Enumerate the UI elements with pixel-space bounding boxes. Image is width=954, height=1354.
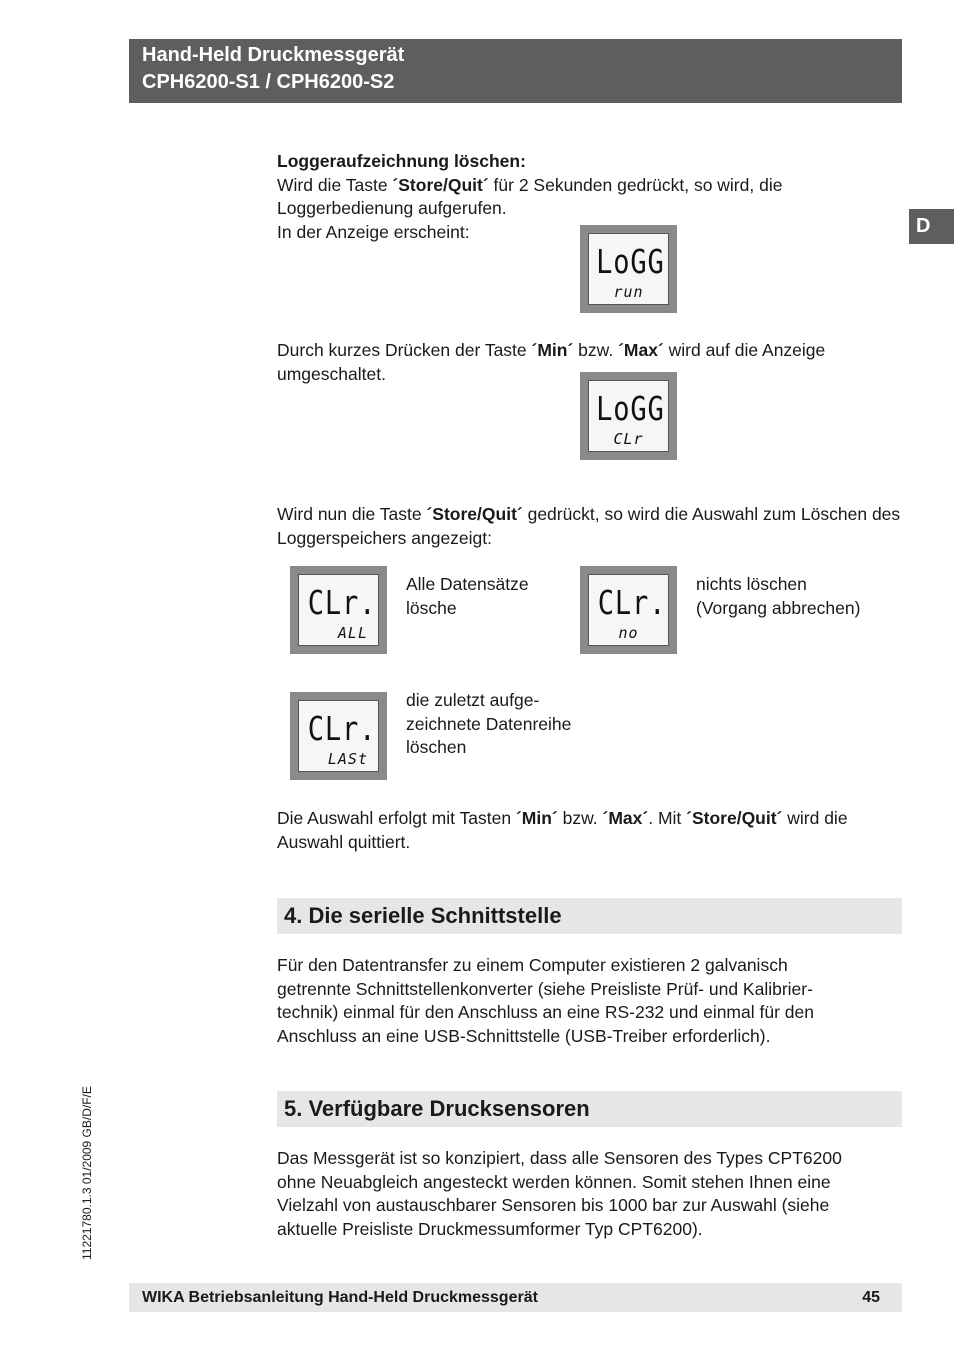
lcd-display-logg-clr: [580, 372, 677, 460]
lcd-main-text: CLr.: [307, 583, 377, 622]
serial-interface-paragraph: Für den Datentransfer zu einem Computer existieren 2 galvanisch getrennte Schnittstellenkonverter (siehe Preisliste Prüf- und Kalibrier- technik) einmal für den Anschluss an eine RS-232 und einmal für den Anschluss an eine USB-Schnittstelle (USB-Treiber erforderlich).: [277, 955, 814, 1046]
store-quit-paragraph: Wird nun die Taste ´Store/Quit´ gedrückt, so wird die Auswahl zum Löschen des Loggerspeichers angezeigt:: [277, 504, 901, 548]
lcd-main-text: CLr.: [597, 583, 667, 622]
header-model: CPH6200-S1 / CPH6200-S2: [142, 71, 395, 93]
caption-no: nichts löschen (Vorgang abbrechen): [696, 574, 861, 618]
page-number: 45: [862, 1289, 880, 1306]
lcd-display-clr-all: [290, 566, 387, 654]
language-tab[interactable]: D: [909, 209, 954, 244]
min-max-paragraph: Durch kurzes Drücken der Taste ´Min´ bzw. ´Max´ wird auf die Anzeige umgeschaltet.: [277, 340, 826, 384]
lcd-display-clr-last: [290, 692, 387, 780]
document-code: 11221780.1.3 01/2009 GB/D/F/E: [80, 1086, 94, 1260]
lcd-sub-text: run: [613, 283, 644, 301]
lcd-sub-text: no: [618, 624, 639, 642]
section-heading-serial-interface: 4. Die serielle Schnittstelle: [277, 898, 902, 934]
lcd-display-logg-run: [580, 225, 677, 313]
lcd-display-clr-no: [580, 566, 677, 654]
lcd-main-text: LoGG: [596, 389, 665, 428]
caption-all: Alle Datensätze lösche: [406, 574, 529, 618]
pressure-sensors-paragraph: Das Messgerät ist so konzipiert, dass alle Sensoren des Types CPT6200 ohne Neuabgleich angesteckt werden können. Somit stehen Ihnen eine Vielzahl von austauschbarer Sensoren bis 1000 bar zur Auswahl (siehe aktuelle Preisliste Druckmessumformer Typ CPT6200).: [277, 1148, 842, 1239]
lcd-sub-text: ALL: [337, 624, 368, 642]
footer-title: WIKA Betriebsanleitung Hand-Held Druckmessgerät: [142, 1289, 538, 1306]
lcd-sub-text: CLr: [613, 430, 644, 448]
header-title: Hand-Held Druckmessgerät: [142, 44, 405, 66]
logger-delete-intro: Loggeraufzeichnung löschen: Wird die Taste ´Store/Quit´ für 2 Sekunden gedrückt, so wird, die Loggerbedienung aufgerufen. In der Anzeige erscheint:: [277, 151, 783, 242]
page-footer: [129, 1283, 902, 1312]
lcd-main-text: LoGG: [596, 242, 665, 281]
lcd-main-text: CLr.: [307, 709, 377, 748]
lcd-sub-text: LASt: [327, 750, 368, 768]
caption-last: die zuletzt aufge- zeichnete Datenreihe löschen: [406, 690, 572, 757]
page-header: [129, 39, 902, 103]
section-heading-pressure-sensors: 5. Verfügbare Drucksensoren: [277, 1091, 902, 1127]
section-heading: Loggeraufzeichnung löschen:: [277, 151, 526, 171]
selection-paragraph: Die Auswahl erfolgt mit Tasten ´Min´ bzw. ´Max´. Mit ´Store/Quit´ wird die Auswahl quittiert.: [277, 808, 848, 852]
